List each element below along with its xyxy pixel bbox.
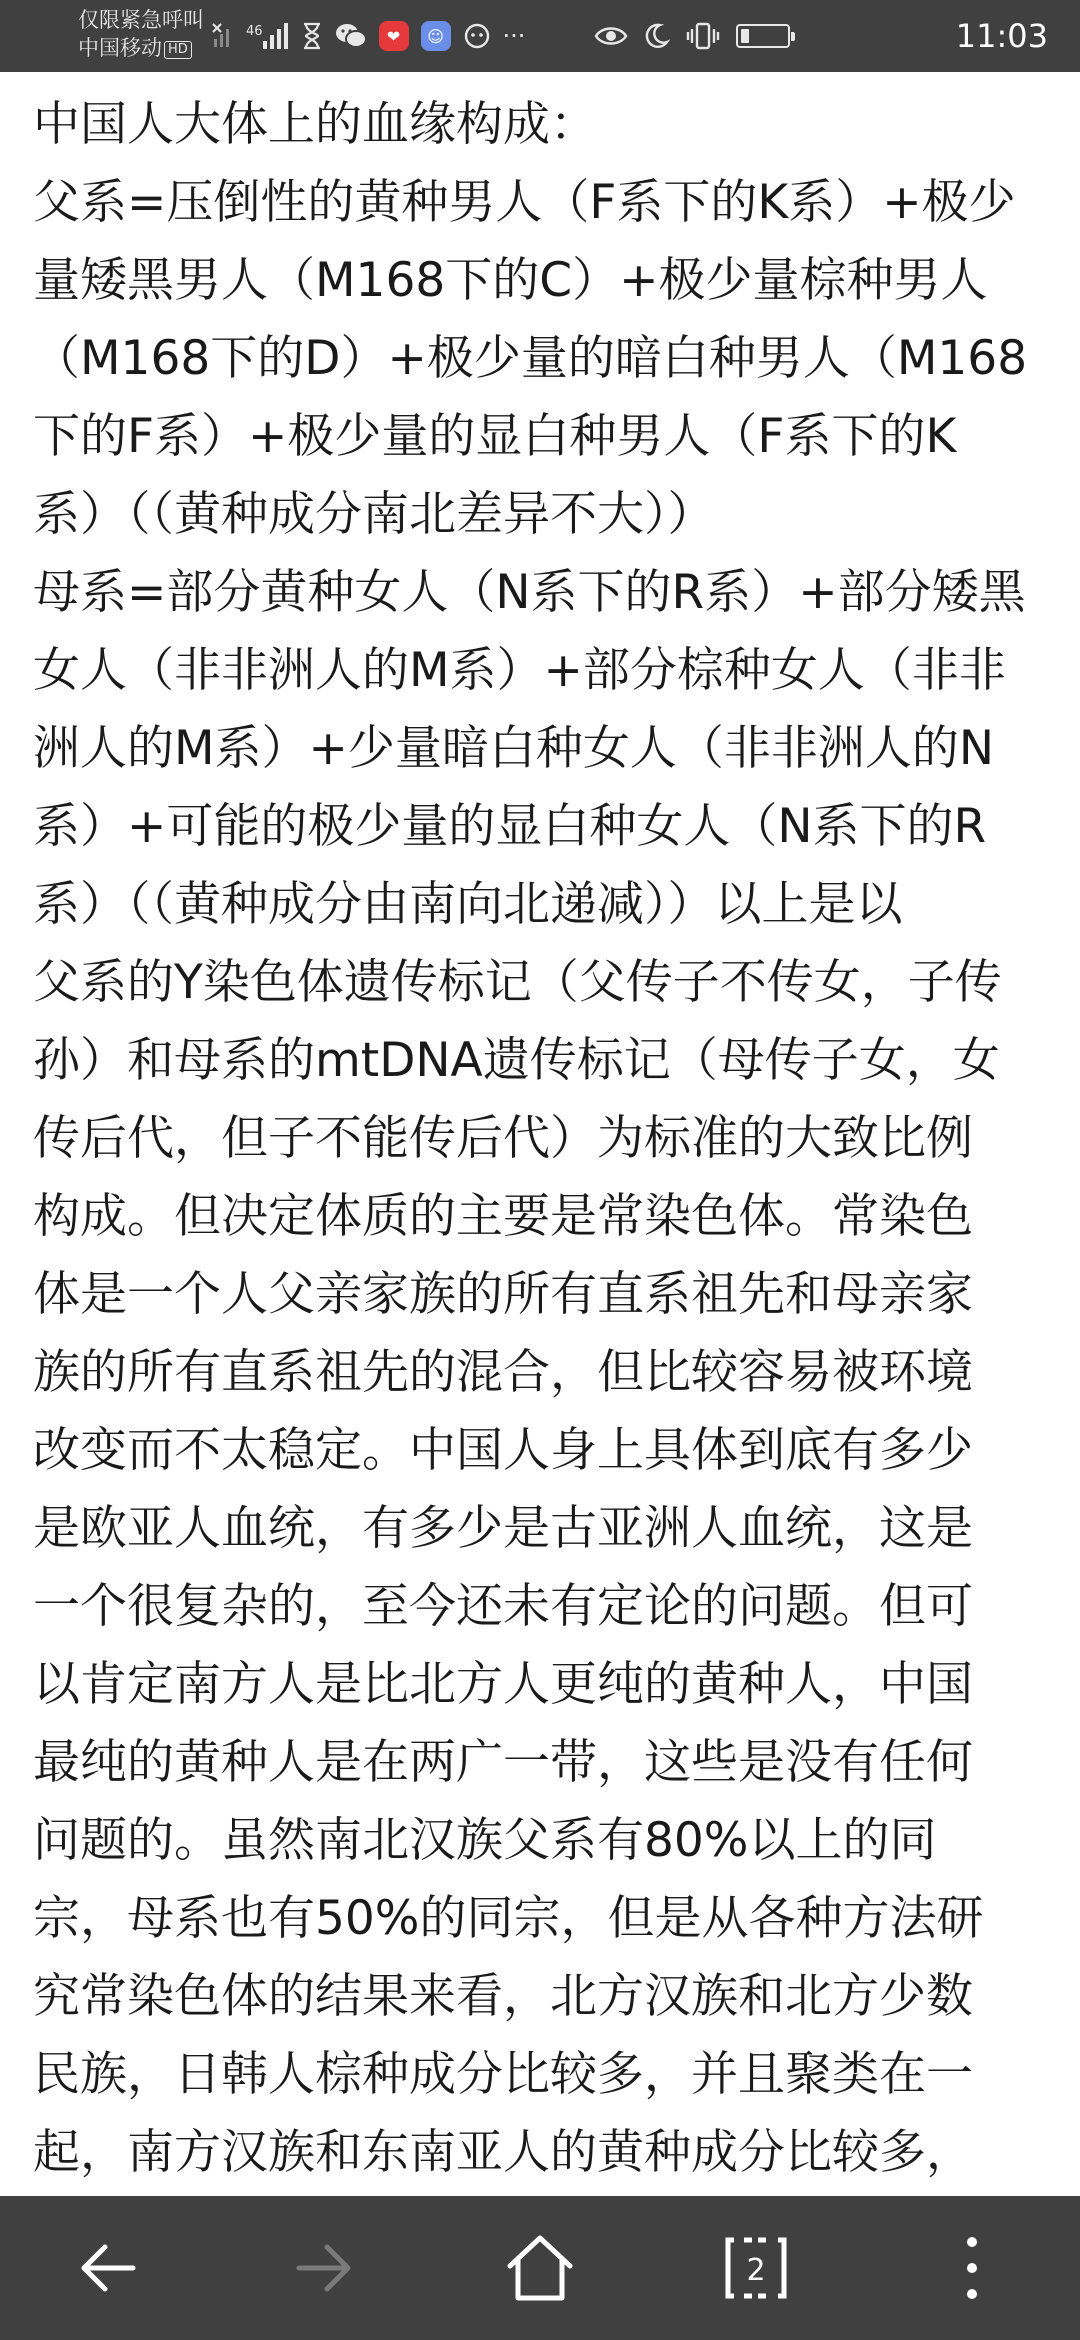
article-line: 父系的Y染色体遗传标记（父传子不传女，子传 [33,955,1002,1010]
home-button[interactable] [460,2196,620,2340]
eye-comfort-icon [594,24,628,48]
emergency-only-text: 仅限紧急呼叫 [78,8,204,32]
article-line: 洲人的M系）+少量暗白种女人（非非洲人的N [33,721,995,776]
article-line: 母系=部分黄种女人（N系下的R系）+部分矮黑 [33,565,1026,620]
forward-arrow-icon [289,2233,359,2303]
notification-icons [212,14,525,58]
tab-count: 2 [746,2253,766,2288]
article-line: 系）+可能的极少量的显白种女人（N系下的R [33,799,987,854]
status-bar [0,0,1080,72]
signal-icon [246,21,289,51]
wechat-icon [335,22,367,50]
clock: 11:03 [955,17,1048,55]
article-line: 中国人大体上的血缘构成： [33,97,597,152]
forward-button[interactable] [244,2196,404,2340]
article-line: 一个很复杂的，至今还未有定论的问题。但可 [33,1579,973,1634]
browser-nav-bar [0,2196,1080,2340]
article-line: 父系=压倒性的黄种男人（F系下的K系）+极少 [33,175,1016,230]
carrier-name: 中国移动 HD [78,34,218,62]
article-line: （M168下的D）+极少量的暗白种男人（M168 [33,331,1028,386]
tabs-icon [722,2234,790,2302]
no-sim-icon [212,21,234,51]
article-line: 是欧亚人血统，有多少是古亚洲人血统，这是 [33,1501,973,1556]
back-arrow-icon [73,2233,143,2303]
network-type: 46 [246,24,263,39]
more-icon: ··· [502,22,526,50]
article-line: 族的所有直系祖先的混合，但比较容易被环境 [33,1345,973,1400]
article-line: 体是一个人父亲家族的所有直系祖先和母亲家 [33,1267,973,1322]
article-line: 系）（（黄种成分由南向北递减））以上是以 [33,877,903,932]
home-icon [502,2230,578,2306]
system-icons [594,14,790,58]
article-body [33,86,1053,2196]
menu-icon [957,2230,987,2306]
article-line: 问题的。虽然南北汉族父系有80%以上的同 [33,1813,937,1868]
hd-badge: HD [164,41,192,59]
qq-icon: ☺ [421,21,451,51]
article-line: 系）（（黄种成分南北差异不大）） [33,487,715,542]
back-button[interactable] [28,2196,188,2340]
article-line: 最纯的黄种人是在两广一带，这些是没有任何 [33,1735,973,1790]
pinduoduo-icon: ❤ [379,21,409,51]
article-line: 改变而不太稳定。中国人身上具体到底有多少 [33,1423,973,1478]
moon-icon [644,22,670,50]
article-line: 女人（非非洲人的M系）+部分棕种女人（非非 [33,643,1006,698]
article-line: 量矮黑男人（M168下的C）+极少量棕种男人 [33,253,988,308]
article-line: 民族，日韩人棕种成分比较多，并且聚类在一 [33,2047,973,2102]
menu-button[interactable] [892,2196,1052,2340]
battery-icon [736,24,790,48]
hourglass-icon [301,22,323,50]
vibrate-icon [686,21,720,51]
article-line: 孙）和母系的mtDNA遗传标记（母传子女，女 [33,1033,1000,1088]
article-line: 以肯定南方人是比北方人更纯的黄种人，中国 [33,1657,973,1712]
article-line: 传后代，但子不能传后代）为标准的大致比例 [33,1111,973,1166]
article-line: 究常染色体的结果来看，北方汉族和北方少数 [33,1969,973,2024]
article-line: 构成。但决定体质的主要是常染色体。常染色 [33,1189,973,1244]
article-line: 下的F系）+极少量的显白种男人（F系下的K [33,409,957,464]
chat-icon [463,22,491,50]
carrier-info [78,6,218,62]
article-line: 宗，母系也有50%的同宗，但是从各种方法研 [33,1891,984,1946]
tabs-button[interactable] [676,2196,836,2340]
article-line: 起，南方汉族和东南亚人的黄种成分比较多， [33,2125,973,2180]
